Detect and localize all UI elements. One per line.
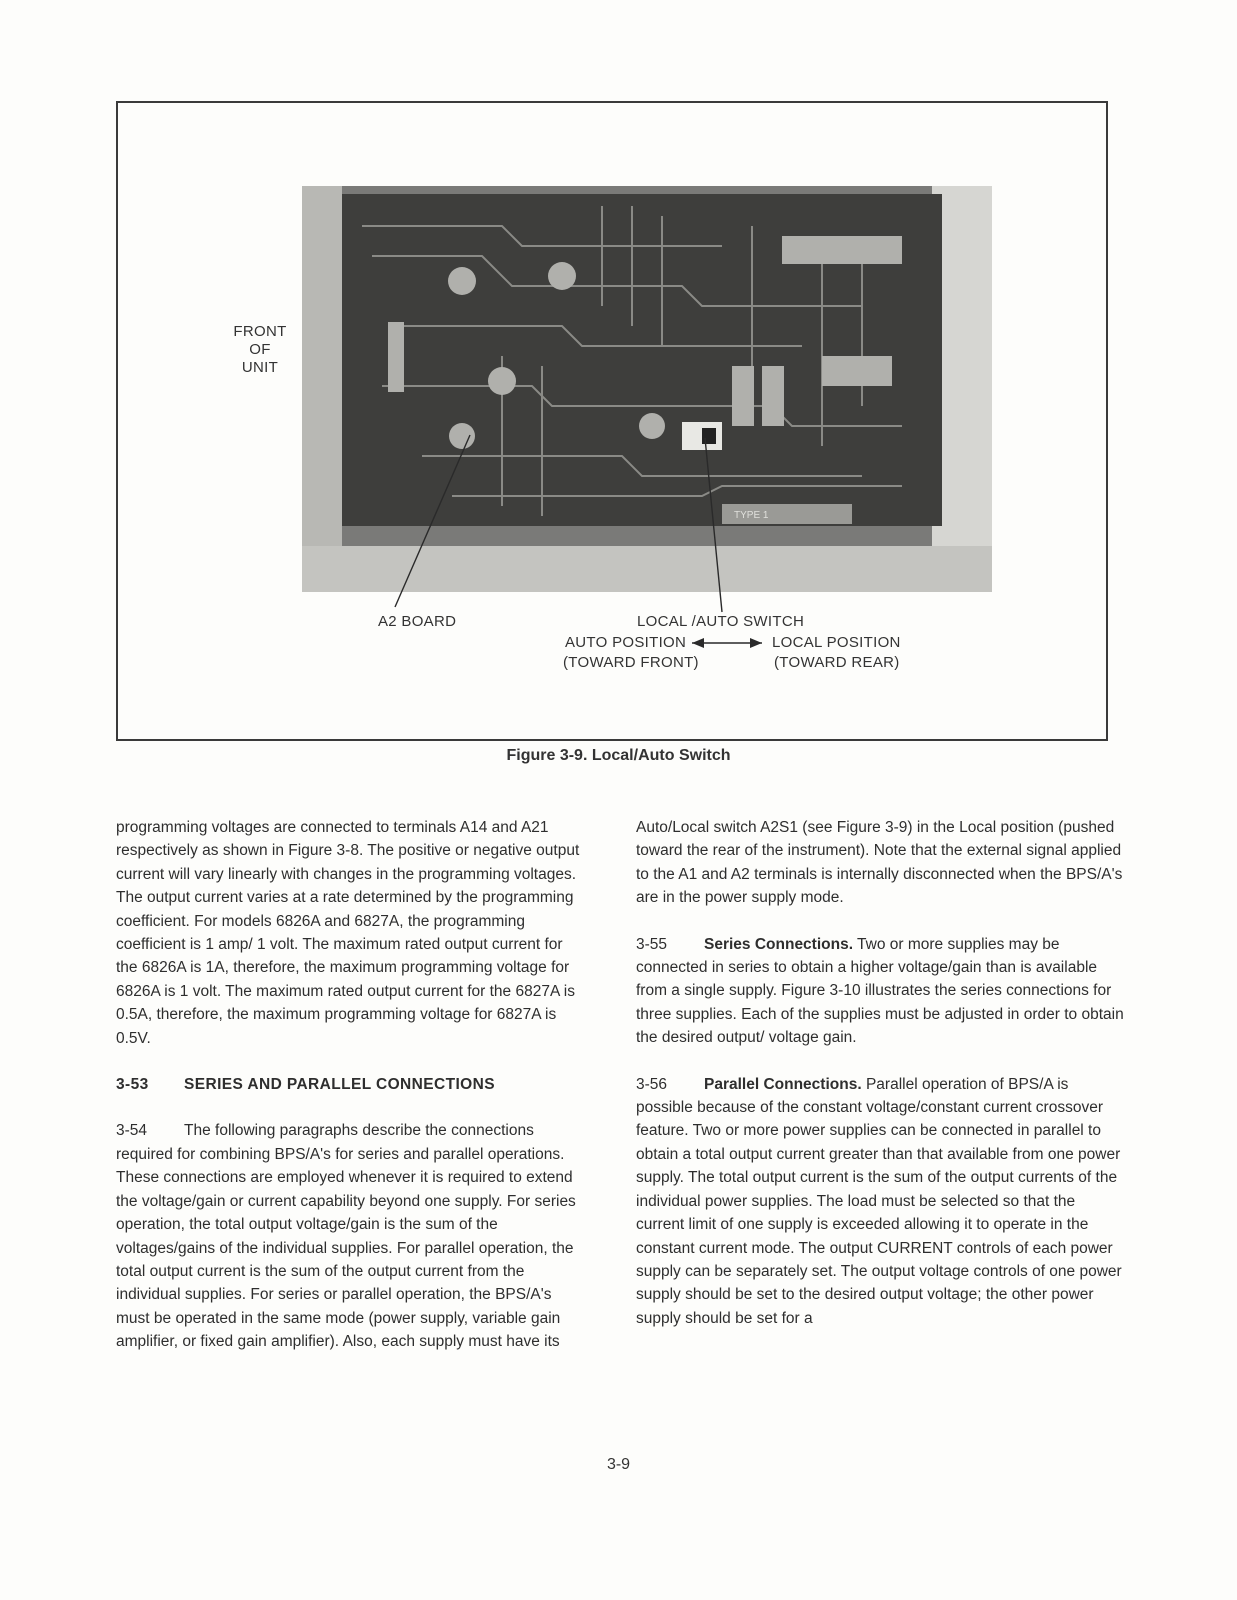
paragraph-title: Series Connections. [704, 935, 854, 953]
paragraph-number: 3-56 [636, 1075, 668, 1093]
figure-caption: Figure 3-9. Local/Auto Switch [506, 747, 731, 764]
paragraph-3-54 [116, 1119, 586, 1353]
front-label-line-1: FRONT [233, 323, 287, 340]
local-auto-switch-label: LOCAL /AUTO SWITCH [637, 613, 805, 630]
board-marking: TYPE 1 [734, 510, 769, 521]
front-label-line-2: OF [249, 341, 271, 358]
section-number: 3-53 [116, 1076, 149, 1094]
paragraph-title: Parallel Connections. [704, 1075, 862, 1093]
paragraph-text: Two or more supplies may be connected in series to obtain a higher voltage/gain than is available from a single supply. Figure 3-10 illustrates the series connections for three supplies. Each of the supplies must be adjusted in order to obtain the desired output/ voltage gain. [636, 935, 1124, 1047]
front-of-unit-label [232, 323, 288, 377]
paragraph-number: 3-55 [636, 935, 668, 953]
auto-position-label: AUTO POSITION [565, 634, 687, 651]
local-position-label: LOCAL POSITION [772, 634, 901, 651]
paragraph-number: 3-54 [116, 1122, 148, 1140]
paragraph-text: Parallel operation of BPS/A is possible because of the constant voltage/constant current crossover feature. Two or more power supplies can be connected in parallel to obtain a total output current greater than that available from one power supply. The total output current is the sum of the output currents of the individual power supplies. The load must be selected so that the current limit of one supply is exceeded allowing it to operate in the constant current mode. The output CURRENT controls of each power supply can be separately set. The output voltage controls of one power supply should be set to the desired output voltage; the other power supply should be set for a [636, 1075, 1122, 1327]
a2-board-label: A2 BOARD [378, 613, 457, 630]
toward-rear-label: (TOWARD REAR) [774, 654, 900, 671]
section-title: SERIES AND PARALLEL CONNECTIONS [184, 1076, 495, 1094]
circuit-board-photo [302, 186, 992, 592]
paragraph-3-55 [636, 933, 1126, 1050]
right-column [636, 816, 1126, 1353]
toward-front-label: (TOWARD FRONT) [563, 654, 699, 671]
page-number: 3-9 [606, 1456, 631, 1473]
section-heading [116, 1073, 586, 1096]
front-label-line-3: UNIT [241, 359, 279, 376]
left-column [116, 816, 586, 1377]
paragraph-3-56 [636, 1073, 1126, 1330]
paragraph-text: The following paragraphs describe the connections required for combining BPS/A's for series and parallel operations. These connections are employed whenever it is required to extend the voltage/gain or current capability beyond one supply. For series operation, the total output voltage/gain is the sum of the voltages/gains of the individual supplies. For parallel operation, the total output current is the sum of the output current from the individual supplies. For series or parallel operation, the BPS/A's must be operated in the same mode (power supply, variable gain amplifier, or fixed gain amplifier). Also, each supply must have its [116, 1122, 576, 1351]
paragraph-auto-local-switch: Auto/Local switch A2S1 (see Figure 3-9) in the Local position (pushed toward the rear of the instrument). Note that the external signal applied to the A1 and A2 terminals is internally disconnected when the BPS/A's are in the power supply mode. [636, 819, 1123, 907]
paragraph-programming-voltages: programming voltages are connected to terminals A14 and A21 respectively as shown in Figure 3-8. The positive or negative output current will vary linearly with changes in the programming voltages. The output current varies at a rate determined by the programming coefficient. For models 6826A and 6827A, the programming coefficient is 1 amp/ 1 volt. The maximum rated output current for the 6826A is 1A, therefore, the maximum programming voltage for 6826A is 1 volt. The maximum rated output current for the 6827A is 0.5A, therefore, the maximum programming voltage for 6827A is 0.5V. [116, 819, 580, 1047]
